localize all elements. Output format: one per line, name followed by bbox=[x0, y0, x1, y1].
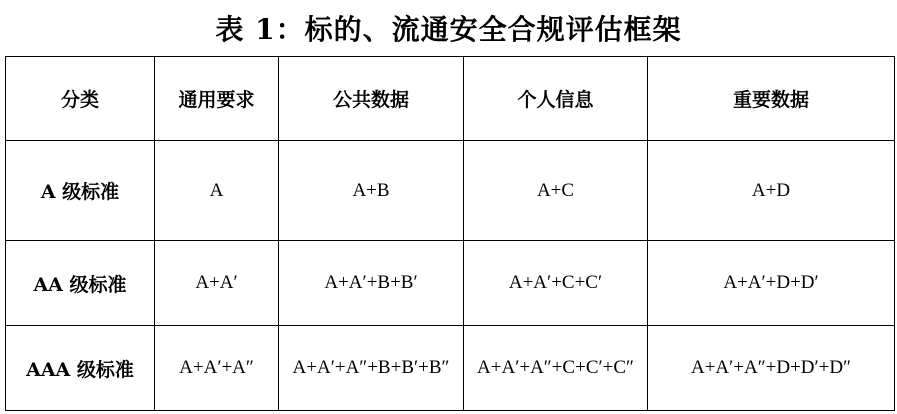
table-caption: 表 1：标的、流通安全合规评估框架 bbox=[215, 13, 682, 46]
row-label-aa: AA 级标准 bbox=[6, 241, 155, 326]
header-general-requirements: 通用要求 bbox=[155, 57, 279, 141]
table-row-a bbox=[6, 141, 895, 241]
table-cell: A+A′+A″+B+B′+B″ bbox=[279, 326, 464, 411]
row-label-a: A 级标准 bbox=[6, 141, 155, 241]
assessment-framework-table bbox=[5, 56, 895, 411]
header-category: 分类 bbox=[6, 57, 155, 141]
table-cell: A+A′+B+B′ bbox=[279, 241, 464, 326]
table-row-aaa bbox=[6, 326, 895, 411]
header-important-data: 重要数据 bbox=[648, 57, 895, 141]
table-cell: A+A′+A″+D+D′+D″ bbox=[648, 326, 895, 411]
table-cell: A+C bbox=[464, 141, 648, 241]
table-cell: A+D bbox=[648, 141, 895, 241]
header-personal-information: 个人信息 bbox=[464, 57, 648, 141]
table-cell: A+A′+C+C′ bbox=[464, 241, 648, 326]
table-cell: A bbox=[155, 141, 279, 241]
table-cell: A+A′+A″+C+C′+C″ bbox=[464, 326, 648, 411]
table-cell: A+B bbox=[279, 141, 464, 241]
table-cell: A+A′+A″ bbox=[155, 326, 279, 411]
table-header-row bbox=[6, 57, 895, 141]
table-row-aa bbox=[6, 241, 895, 326]
header-public-data: 公共数据 bbox=[279, 57, 464, 141]
table-cell: A+A′ bbox=[155, 241, 279, 326]
table-cell: A+A′+D+D′ bbox=[648, 241, 895, 326]
row-label-aaa: AAA 级标准 bbox=[6, 326, 155, 411]
